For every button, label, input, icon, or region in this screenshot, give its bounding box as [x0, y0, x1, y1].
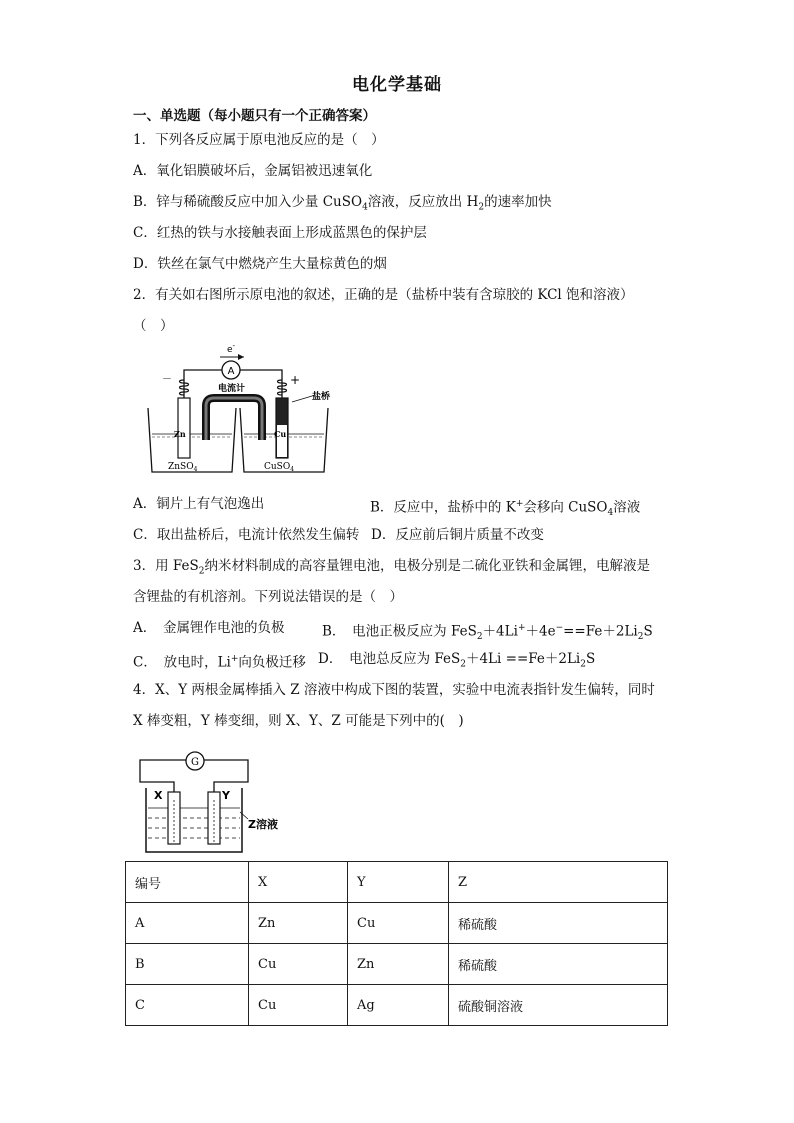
copper-sulfate-label: CuSO$_4$	[264, 462, 295, 473]
y-label: Y	[222, 789, 230, 802]
table-cell: Zn	[249, 903, 348, 944]
svg-text:－: －	[162, 374, 172, 385]
table-cell: Z	[449, 862, 668, 903]
table-cell: Cu	[249, 985, 348, 1026]
q2-option-b: B．反应中，盐桥中的 K+会移向 CuSO$_4$溶液	[370, 499, 641, 519]
table-row	[126, 903, 668, 944]
table-cell: Zn	[348, 944, 449, 985]
q1-option-b: B．锌与稀硫酸反应中加入少量 CuSO$_4$溶液，反应放出 $H_2$的速率加快	[133, 194, 552, 213]
q3-stem-line2: 含锂盐的有机溶剂。下列说法错误的是（ ）	[133, 589, 403, 605]
q3-option-d: D． 电池总反应为 $FeS_2+4Li ==Fe+2Li_2S$	[318, 651, 596, 670]
svg-text:G: G	[191, 757, 199, 768]
q1-stem: 1．下列各反应属于原电池反应的是（ ）	[133, 132, 385, 148]
q1-option-d: D．铁丝在氯气中燃烧产生大量棕黄色的烟	[133, 256, 387, 272]
q2-option-d: D．反应前后铜片质量不改变	[371, 527, 544, 543]
table-header-row	[126, 862, 668, 903]
electron-label: e-	[227, 342, 236, 355]
table-cell: 稀硫酸	[449, 944, 668, 985]
page-title: 电化学基础	[352, 75, 442, 95]
q3-option-b: B． 电池正极反应为 $FeS_2+4Li^++4e^-==Fe+2Li_2S$	[322, 623, 653, 643]
galvanic-cell-figure	[140, 340, 340, 480]
table-cell: Cu	[348, 903, 449, 944]
table-cell: 硫酸铜溶液	[449, 985, 668, 1026]
table-cell: Cu	[249, 944, 348, 985]
table-cell: Ag	[348, 985, 449, 1026]
q2-paren: （ ）	[133, 318, 174, 334]
meter-label: 电流计	[218, 384, 246, 394]
q2-option-c: C．取出盐桥后，电流计依然发生偏转	[133, 527, 360, 543]
xyz-cell-figure	[138, 748, 298, 856]
q3-stem-line1: 3．用 FeS$_2$纳米材料制成的高容量锂电池，电极分别是二硫化亚铁和金属锂，电解液是	[133, 558, 650, 577]
table-cell: 编号	[126, 862, 249, 903]
table-cell: 稀硫酸	[449, 903, 668, 944]
q4-stem-line2: X 棒变粗，Y 棒变细，则 X、Y、Z 可能是下列中的( )	[133, 713, 464, 729]
z-solution-label: Z溶液	[248, 818, 278, 831]
q4-stem-line1: 4．X、Y 两根金属棒插入 Z 溶液中构成下图的装置，实验中电流表指针发生偏转，同时	[133, 682, 655, 698]
table-cell: C	[126, 985, 249, 1026]
table-cell: B	[126, 944, 249, 985]
zinc-label: Zn	[174, 429, 186, 439]
table-cell: X	[249, 862, 348, 903]
table-row	[126, 985, 668, 1026]
x-label: X	[154, 789, 163, 802]
table-cell: A	[126, 903, 249, 944]
svg-text:A: A	[227, 366, 235, 377]
salt-bridge-label: 盐桥	[312, 392, 331, 402]
q2-option-a: A．铜片上有气泡逸出	[133, 496, 265, 512]
q2-stem: 2．有关如右图所示原电池的叙述，正确的是（盐桥中装有含琼胶的 KCl 饱和溶液）	[133, 287, 634, 303]
section-heading: 一、单选题（每小题只有一个正确答案）	[133, 108, 376, 124]
answer-table	[125, 861, 668, 1026]
zinc-sulfate-label: ZnSO$_4$	[168, 462, 198, 473]
q1-option-c: C．红热的铁与水接触表面上形成蓝黑色的保护层	[133, 225, 427, 241]
q3-option-a: A． 金属锂作电池的负极	[133, 620, 285, 636]
q3-option-c: C． 放电时，Li+向负极迁移	[133, 654, 306, 671]
q1-option-a: A．氧化铝膜破坏后，金属铝被迅速氧化	[133, 163, 373, 179]
svg-text:+: +	[290, 373, 301, 387]
table-row	[126, 944, 668, 985]
copper-label: Cu	[274, 429, 287, 439]
table-cell: Y	[348, 862, 449, 903]
zinc-electrode	[178, 398, 190, 458]
